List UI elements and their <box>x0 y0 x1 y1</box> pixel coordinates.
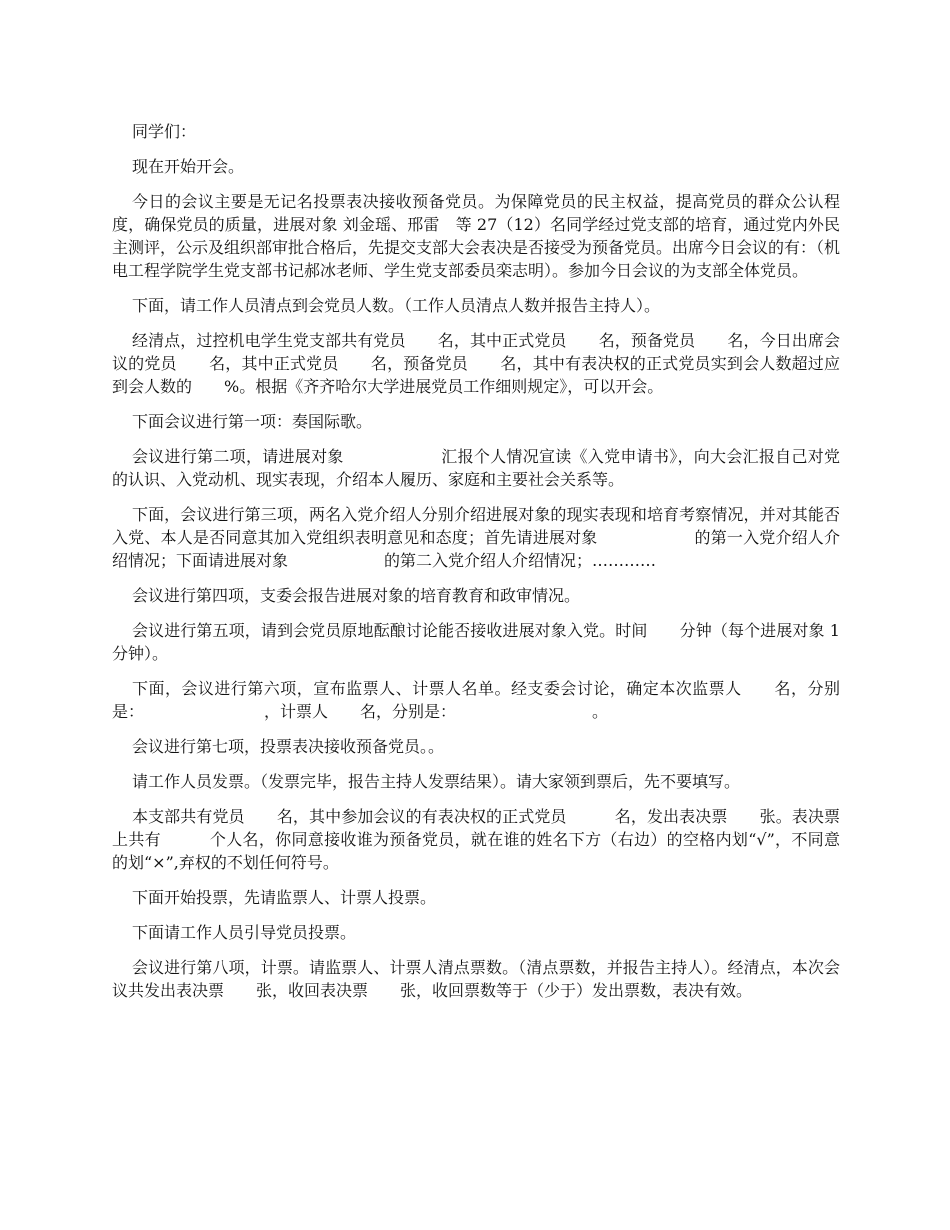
greeting: 同学们： <box>132 122 197 141</box>
paragraph: 下面，请工作人员清点到会党员人数。（工作人员清点人数并报告主持人）。 <box>132 296 661 315</box>
paragraph: 经清点，过控机电学生党支部共有党员 名，其中正式党员 名，预备党员 名，今日出席会议的党员 名，其中正式党员 名，预备党员 名，其中有表决权的正式党员实到会人数超过应到会人数的 %。根据《齐齐哈尔大学进展党员工作细则规定》，可以开会。 <box>112 331 840 396</box>
paragraph: 会议进行第五项，请到会党员原地酝酿讨论能否接收进展对象入党。时间 分钟（每个进展对象 1 分钟）。 <box>112 621 840 663</box>
paragraph: 下面，会议进行第六项，宣布监票人、计票人名单。经支委会讨论，确定本次监票人 名，分别是： ，计票人 名，分别是： 。 <box>112 679 840 721</box>
paragraph: 下面开始投票，先请监票人、计票人投票。 <box>132 888 437 907</box>
paragraph: 会议进行第四项，支委会报告进展对象的培育教育和政审情况。 <box>132 586 581 605</box>
paragraph: 本支部共有党员 名，其中参加会议的有表决权的正式党员 名，发出表决票 张。表决票上共有 个人名，你同意接收谁为预备党员，就在谁的姓名下方（右边）的空格内划“√”，不同意的划“×”,弃权的不划任何符号。 <box>112 807 840 872</box>
paragraph: 今日的会议主要是无记名投票表决接收预备党员。为保障党员的民主权益，提高党员的群众公认程度，确保党员的质量，进展对象 刘金瑶、邢雷 等 27（12）名同学经过党支部的培育，通过党内外民主测评，公示及组织部审批合格后，先提交支部大会表决是否接受为预备党员。出席今日会议的有：（机电工程学院学生党支部书记郝冰老师、学生党支部委员栾志明）。参加今日会议的为支部全体党员。 <box>112 192 841 280</box>
paragraph: 下面，会议进行第三项，两名入党介绍人分别介绍进展对象的现实表现和培育考察情况，并对其能否入党、本人是否同意其加入党组织表明意见和态度；首先请进展对象 的第一入党介绍人介绍情况；下面请进展对象 的第二入党介绍人介绍情况；………… <box>112 505 840 570</box>
document-body <box>112 120 840 1014</box>
paragraph: 现在开始开会。 <box>132 157 245 176</box>
paragraph: 会议进行第八项，计票。请监票人、计票人清点票数。（清点票数，并报告主持人）。经清点，本次会议共发出表决票 张，收回表决票 张，收回票数等于（少于）发出票数，表决有效。 <box>112 958 840 1000</box>
paragraph: 下面请工作人员引导党员投票。 <box>132 923 357 942</box>
paragraph: 请工作人员发票。（发票完毕，报告主持人发票结果）。请大家领到票后，先不要填写。 <box>132 772 741 791</box>
paragraph: 下面会议进行第一项：奏国际歌。 <box>132 412 373 431</box>
paragraph: 会议进行第二项，请进展对象 汇报个人情况宣读《入党申请书》，向大会汇报自己对党的认识、入党动机、现实表现，介绍本人履历、家庭和主要社会关系等。 <box>112 447 840 489</box>
paragraph: 会议进行第七项，投票表决接收预备党员。。 <box>132 737 445 756</box>
